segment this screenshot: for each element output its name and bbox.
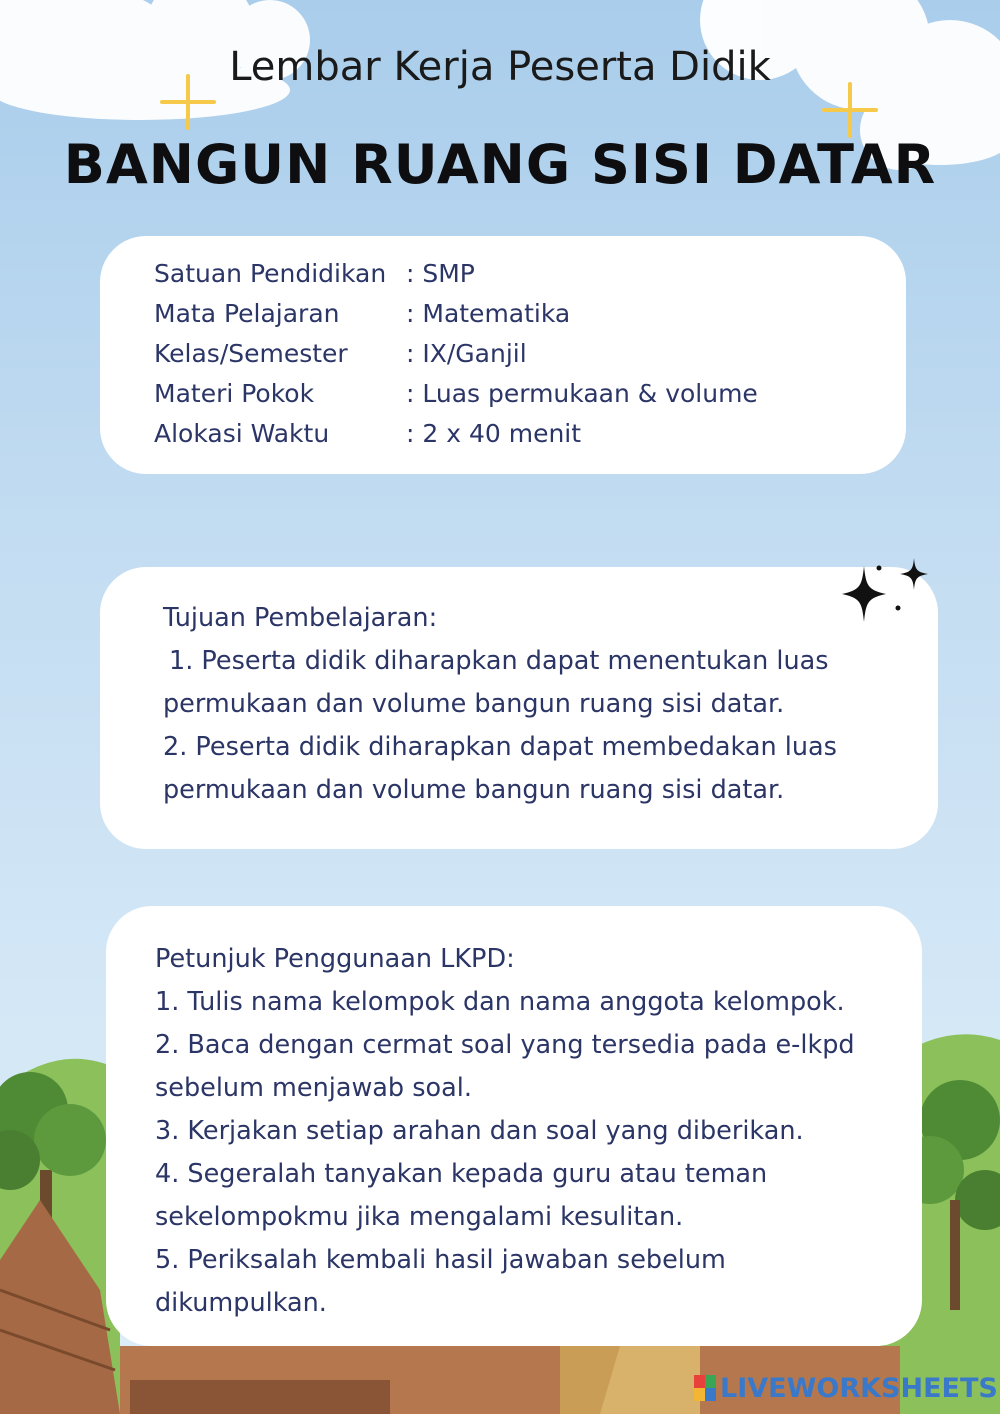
instruction-line: dikumpulkan. xyxy=(155,1288,327,1318)
info-table xyxy=(154,258,758,458)
info-row xyxy=(154,298,758,338)
info-value: : 2 x 40 menit xyxy=(406,419,582,448)
info-value: : Matematika xyxy=(406,299,571,328)
worksheet-subtitle: Lembar Kerja Peserta Didik xyxy=(229,44,771,90)
info-label: Kelas/Semester xyxy=(154,339,348,368)
learning-goals-heading: Tujuan Pembelajaran: xyxy=(163,603,438,633)
goal-line: permukaan dan volume bangun ruang sisi datar. xyxy=(163,689,785,719)
info-row xyxy=(154,258,758,298)
watermark-text: LIVEWORKSHEETS xyxy=(720,1372,998,1404)
info-row xyxy=(154,378,758,418)
info-value: : SMP xyxy=(406,259,475,288)
instruction-line: 1. Tulis nama kelompok dan nama anggota kelompok. xyxy=(155,987,845,1017)
instruction-line: sebelum menjawab soal. xyxy=(155,1073,472,1103)
info-value: : Luas permukaan & volume xyxy=(406,379,758,408)
info-label: Materi Pokok xyxy=(154,379,315,408)
learning-goals-body xyxy=(163,597,923,812)
info-value: : IX/Ganjil xyxy=(406,339,527,368)
info-row xyxy=(154,418,758,458)
learning-goals-card xyxy=(100,567,938,849)
info-row xyxy=(154,338,758,378)
liveworksheets-logo-icon xyxy=(694,1375,716,1401)
sparkle-black-icon xyxy=(836,552,936,632)
liveworksheets-watermark[interactable] xyxy=(694,1370,998,1406)
instructions-body xyxy=(155,938,915,1325)
goal-line: 1. Peserta didik diharapkan dapat menentukan luas xyxy=(169,646,829,676)
info-label: Mata Pelajaran xyxy=(154,299,340,328)
info-label: Alokasi Waktu xyxy=(154,419,330,448)
instructions-card xyxy=(106,906,922,1346)
goal-line: permukaan dan volume bangun ruang sisi datar. xyxy=(163,775,785,805)
info-card xyxy=(100,236,906,474)
info-label: Satuan Pendidikan xyxy=(154,259,387,288)
instruction-line: 3. Kerjakan setiap arahan dan soal yang diberikan. xyxy=(155,1116,804,1146)
instruction-line: sekelompokmu jika mengalami kesulitan. xyxy=(155,1202,684,1232)
instruction-line: 2. Baca dengan cermat soal yang tersedia pada e-lkpd xyxy=(155,1030,855,1060)
instructions-heading: Petunjuk Penggunaan LKPD: xyxy=(155,944,515,974)
goal-line: 2. Peserta didik diharapkan dapat membedakan luas xyxy=(163,732,837,762)
page-title: BANGUN RUANG SISI DATAR xyxy=(63,133,937,196)
instruction-line: 5. Periksalah kembali hasil jawaban sebelum xyxy=(155,1245,726,1275)
instruction-line: 4. Segeralah tanyakan kepada guru atau teman xyxy=(155,1159,768,1189)
